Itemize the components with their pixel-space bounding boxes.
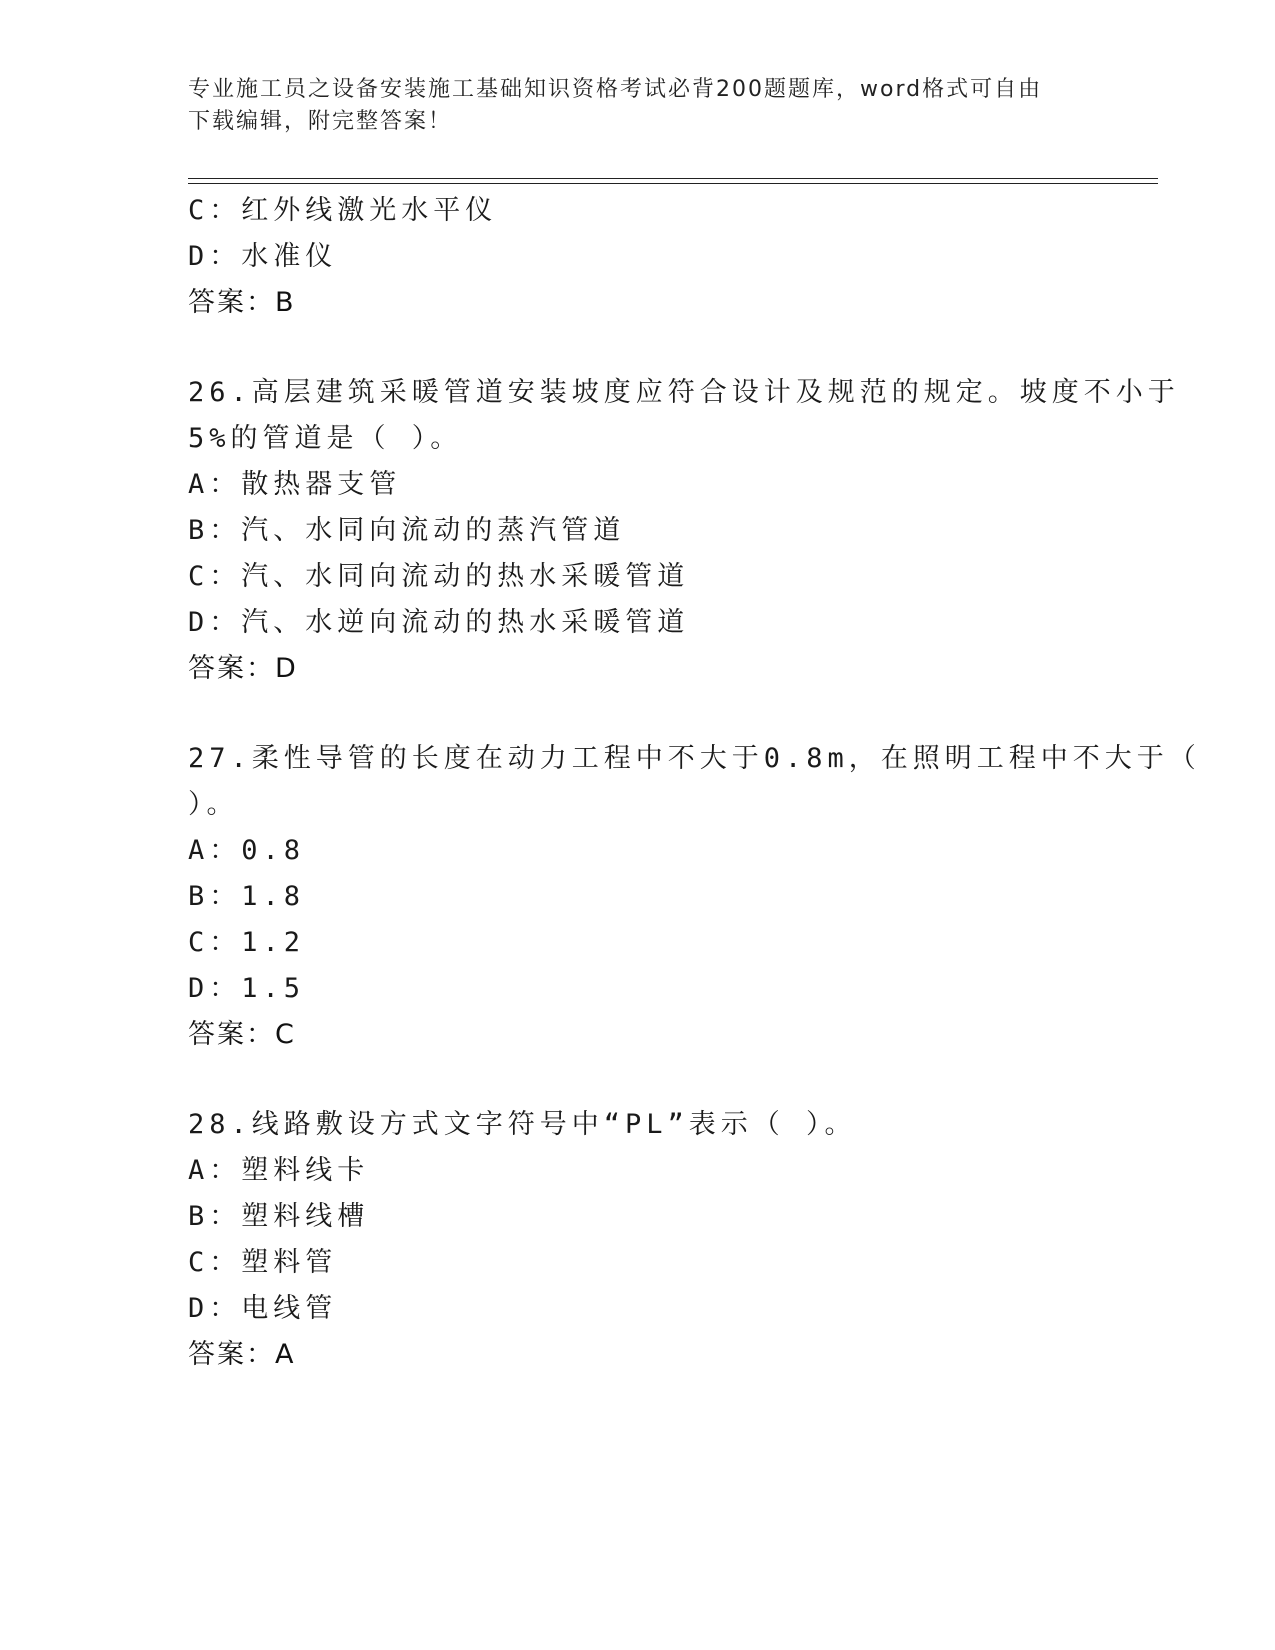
spacer (188, 692, 1088, 736)
option-a: A：塑料线卡 (188, 1155, 370, 1186)
option-b: B：塑料线槽 (188, 1201, 370, 1232)
question-stem-line-2: 5%的管道是（ ）。 (188, 423, 463, 454)
option-b: B：汽、水同向流动的蒸汽管道 (188, 515, 626, 546)
header-title-line-1: 专业施工员之设备安装施工基础知识资格考试必背200题题库，word格式可自由 (188, 77, 1043, 102)
question-block-prev (188, 188, 1088, 326)
question-block-28 (188, 1102, 1088, 1378)
question-stem-line-1: 26.高层建筑采暖管道安装坡度应符合设计及规范的规定。坡度不小于 (188, 377, 1180, 408)
question-stem-line-1: 27.柔性导管的长度在动力工程中不大于0.8m，在照明工程中不大于（ (188, 743, 1201, 774)
header-divider (188, 178, 1158, 184)
option-a: A：0.8 (188, 835, 306, 866)
option-d: D：汽、水逆向流动的热水采暖管道 (188, 607, 690, 638)
option-d: D：1.5 (188, 973, 306, 1004)
answer-line: 答案：B (188, 287, 296, 318)
header-title-line-2: 下载编辑，附完整答案！ (188, 109, 453, 134)
question-block-27 (188, 736, 1201, 1058)
answer-line: 答案：C (188, 1019, 296, 1050)
option-a: A：散热器支管 (188, 469, 402, 500)
question-stem-line-2: ）。 (188, 789, 239, 820)
spacer (188, 326, 1088, 370)
answer-line: 答案：A (188, 1339, 296, 1370)
answer-line: 答案：D (188, 653, 298, 684)
option-d: D：电线管 (188, 1293, 338, 1324)
option-c: C：红外线激光水平仪 (188, 195, 498, 226)
question-list (188, 188, 1201, 1378)
page-header (188, 74, 1068, 138)
question-block-26 (188, 370, 1180, 692)
option-c: C：塑料管 (188, 1247, 338, 1278)
question-stem-line-1: 28.线路敷设方式文字符号中“PL”表示（ ）。 (188, 1109, 857, 1140)
option-b: B：1.8 (188, 881, 306, 912)
spacer (188, 1058, 1088, 1102)
option-d: D：水准仪 (188, 241, 338, 272)
option-c: C：汽、水同向流动的热水采暖管道 (188, 561, 690, 592)
option-c: C：1.2 (188, 927, 306, 958)
